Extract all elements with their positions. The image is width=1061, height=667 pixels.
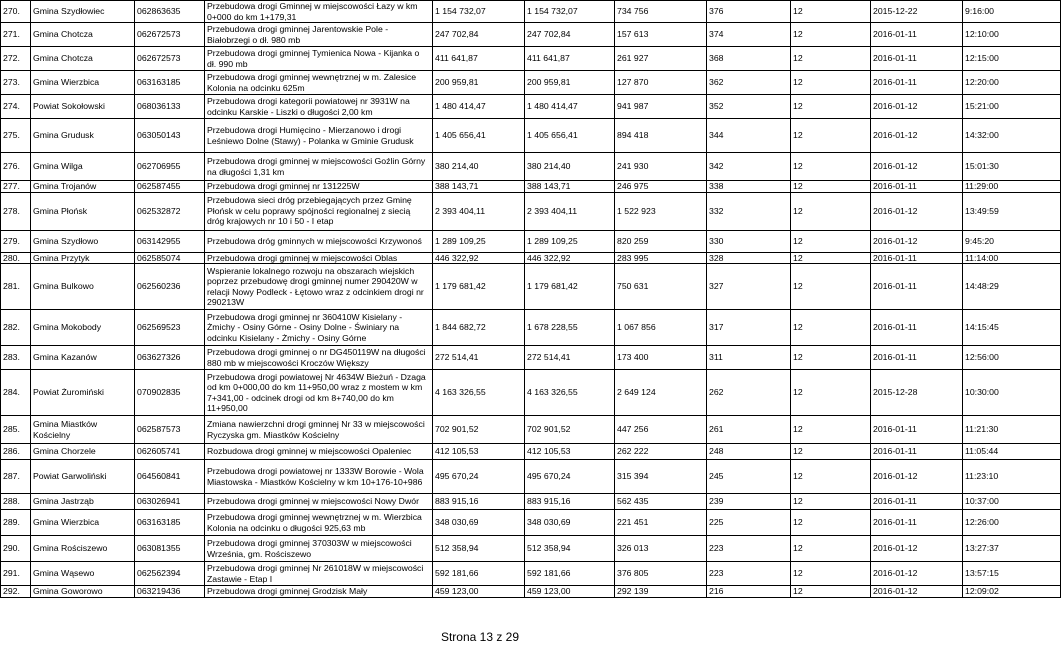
cell-nazwa: Przebudowa drogi powiatowej Nr 4634W Bieżuń - Dzaga od km 0+000,00 do km 11+950,00 wraz z mostem w km 7+341,00 - odcinek drogi od km 8+740,00 do km 11+950,00 [205, 370, 433, 416]
cell-proc: 12 [791, 192, 871, 230]
cell-no: 283. [1, 346, 31, 370]
cell-kod: 062672573 [135, 47, 205, 71]
cell-no: 288. [1, 494, 31, 510]
table-row [1, 153, 1061, 181]
cell-kwal: 247 702,84 [525, 23, 615, 47]
cell-gmina: Gmina Kazanów [31, 346, 135, 370]
cell-kwal: 1 154 732,07 [525, 1, 615, 23]
cell-koszt: 1 289 109,25 [433, 230, 525, 252]
cell-kwal: 1 289 109,25 [525, 230, 615, 252]
cell-pkt: 362 [707, 71, 791, 95]
cell-dof: 173 400 [615, 346, 707, 370]
cell-pkt: 248 [707, 444, 791, 460]
cell-dof: 734 756 [615, 1, 707, 23]
cell-dof: 750 631 [615, 264, 707, 310]
cell-dof: 246 975 [615, 181, 707, 193]
cell-proc: 12 [791, 310, 871, 346]
cell-kod: 062587455 [135, 181, 205, 193]
cell-koszt: 1 480 414,47 [433, 95, 525, 119]
cell-nazwa: Przebudowa sieci dróg przebiegających przez Gminę Płońsk w celu poprawy spójności regionalnej z siecią dróg krajowych nr 10 i 50 - I etap [205, 192, 433, 230]
cell-kod: 062863635 [135, 1, 205, 23]
cell-data: 2016-01-11 [871, 71, 963, 95]
cell-nazwa: Przebudowa drogi Gminnej w miejscowości Łazy w km 0+000 do km 1+179,31 [205, 1, 433, 23]
cell-proc: 12 [791, 153, 871, 181]
table-row [1, 510, 1061, 536]
cell-koszt: 702 901,52 [433, 416, 525, 444]
cell-pkt: 328 [707, 252, 791, 264]
cell-kod: 062569523 [135, 310, 205, 346]
cell-data: 2015-12-28 [871, 370, 963, 416]
cell-nazwa: Rozbudowa drogi gminnej w miejscowości Opaleniec [205, 444, 433, 460]
cell-no: 278. [1, 192, 31, 230]
cell-no: 270. [1, 1, 31, 23]
cell-czas: 13:49:59 [963, 192, 1061, 230]
cell-gmina: Powiat Garwoliński [31, 460, 135, 494]
cell-data: 2016-01-11 [871, 494, 963, 510]
cell-proc: 12 [791, 444, 871, 460]
cell-gmina: Powiat Sokołowski [31, 95, 135, 119]
cell-no: 282. [1, 310, 31, 346]
cell-data: 2016-01-12 [871, 562, 963, 586]
cell-kwal: 412 105,53 [525, 444, 615, 460]
cell-no: 280. [1, 252, 31, 264]
cell-dof: 447 256 [615, 416, 707, 444]
cell-czas: 11:14:00 [963, 252, 1061, 264]
cell-kwal: 1 678 228,55 [525, 310, 615, 346]
cell-dof: 262 222 [615, 444, 707, 460]
cell-no: 274. [1, 95, 31, 119]
table-row [1, 536, 1061, 562]
cell-dof: 562 435 [615, 494, 707, 510]
cell-no: 290. [1, 536, 31, 562]
cell-pkt: 262 [707, 370, 791, 416]
cell-dof: 283 995 [615, 252, 707, 264]
cell-proc: 12 [791, 460, 871, 494]
cell-kod: 063219436 [135, 586, 205, 598]
cell-gmina: Gmina Chorzele [31, 444, 135, 460]
cell-gmina: Gmina Goworowo [31, 586, 135, 598]
cell-pkt: 332 [707, 192, 791, 230]
cell-nazwa: Przebudowa drogi gminnej Grodzisk Mały [205, 586, 433, 598]
cell-czas: 15:21:00 [963, 95, 1061, 119]
cell-dof: 221 451 [615, 510, 707, 536]
cell-nazwa: Przebudowa drogi gminnej nr 360410W Kisielany - Żmichy - Osiny Górne - Osiny Dolne - Świniary na odcinku Kisielany - Żmichy - Osiny Górne [205, 310, 433, 346]
cell-no: 281. [1, 264, 31, 310]
cell-dof: 292 139 [615, 586, 707, 598]
cell-data: 2016-01-12 [871, 192, 963, 230]
cell-gmina: Gmina Trojanów [31, 181, 135, 193]
cell-koszt: 446 322,92 [433, 252, 525, 264]
cell-data: 2016-01-12 [871, 153, 963, 181]
cell-pkt: 342 [707, 153, 791, 181]
cell-dof: 326 013 [615, 536, 707, 562]
cell-kwal: 459 123,00 [525, 586, 615, 598]
cell-proc: 12 [791, 494, 871, 510]
cell-pkt: 368 [707, 47, 791, 71]
table-row [1, 444, 1061, 460]
cell-gmina: Gmina Jastrząb [31, 494, 135, 510]
cell-koszt: 512 358,94 [433, 536, 525, 562]
cell-czas: 10:30:00 [963, 370, 1061, 416]
cell-kod: 063050143 [135, 119, 205, 153]
cell-koszt: 1 844 682,72 [433, 310, 525, 346]
table-row [1, 23, 1061, 47]
cell-nazwa: Przebudowa drogi gminnej o nr DG450119W na długości 880 mb w miejscowości Kroczów Większy [205, 346, 433, 370]
cell-czas: 12:15:00 [963, 47, 1061, 71]
cell-data: 2015-12-22 [871, 1, 963, 23]
cell-data: 2016-01-11 [871, 47, 963, 71]
cell-gmina: Gmina Szydłowiec [31, 1, 135, 23]
cell-data: 2016-01-12 [871, 536, 963, 562]
cell-gmina: Gmina Miastków Kościelny [31, 416, 135, 444]
cell-pkt: 374 [707, 23, 791, 47]
cell-czas: 12:10:00 [963, 23, 1061, 47]
cell-pkt: 261 [707, 416, 791, 444]
cell-gmina: Gmina Płońsk [31, 192, 135, 230]
cell-proc: 12 [791, 71, 871, 95]
cell-koszt: 412 105,53 [433, 444, 525, 460]
cell-pkt: 376 [707, 1, 791, 23]
table-row [1, 494, 1061, 510]
cell-nazwa: Przebudowa drogi gminnej Tymienica Nowa - Kijanka o dł. 990 mb [205, 47, 433, 71]
table-row [1, 310, 1061, 346]
cell-no: 284. [1, 370, 31, 416]
cell-czas: 13:27:37 [963, 536, 1061, 562]
cell-no: 285. [1, 416, 31, 444]
cell-data: 2016-01-11 [871, 264, 963, 310]
cell-koszt: 348 030,69 [433, 510, 525, 536]
cell-pkt: 225 [707, 510, 791, 536]
cell-nazwa: Wspieranie lokalnego rozwoju na obszarach wiejskich poprzez przebudowę drogi gminnej numer 290420W w relacji Nowy Podleck - Łętowo wraz z odcinkiem drogi nr 290213W [205, 264, 433, 310]
page-footer: Strona 13 z 29 [440, 630, 520, 644]
cell-nazwa: Przebudowa dróg gminnych w miejscowości Krzywonoś [205, 230, 433, 252]
cell-dof: 941 987 [615, 95, 707, 119]
cell-nazwa: Przebudowa drogi gminnej wewnętrznej w m. Wierzbica Kolonia na odcinku o długości 925,63 mb [205, 510, 433, 536]
cell-pkt: 311 [707, 346, 791, 370]
cell-kwal: 200 959,81 [525, 71, 615, 95]
cell-koszt: 883 915,16 [433, 494, 525, 510]
cell-kod: 062562394 [135, 562, 205, 586]
cell-kwal: 1 179 681,42 [525, 264, 615, 310]
cell-data: 2016-01-12 [871, 119, 963, 153]
cell-czas: 12:56:00 [963, 346, 1061, 370]
cell-proc: 12 [791, 510, 871, 536]
cell-proc: 12 [791, 264, 871, 310]
table-row [1, 95, 1061, 119]
cell-kod: 068036133 [135, 95, 205, 119]
cell-nazwa: Przebudowa drogi gminnej wewnętrznej w m. Zalesice Kolonia na odcinku 625m [205, 71, 433, 95]
cell-czas: 12:26:00 [963, 510, 1061, 536]
cell-no: 279. [1, 230, 31, 252]
cell-kod: 062587573 [135, 416, 205, 444]
cell-dof: 1 067 856 [615, 310, 707, 346]
cell-dof: 261 927 [615, 47, 707, 71]
cell-pkt: 338 [707, 181, 791, 193]
cell-proc: 12 [791, 416, 871, 444]
cell-gmina: Gmina Mokobody [31, 310, 135, 346]
cell-kod: 062672573 [135, 23, 205, 47]
cell-gmina: Gmina Rościszewo [31, 536, 135, 562]
cell-data: 2016-01-11 [871, 23, 963, 47]
cell-data: 2016-01-11 [871, 181, 963, 193]
cell-nazwa: Przebudowa drogi gminnej w miejscowości Nowy Dwór [205, 494, 433, 510]
cell-no: 292. [1, 586, 31, 598]
cell-koszt: 1 405 656,41 [433, 119, 525, 153]
cell-czas: 13:57:15 [963, 562, 1061, 586]
cell-no: 271. [1, 23, 31, 47]
cell-pkt: 223 [707, 536, 791, 562]
cell-koszt: 200 959,81 [433, 71, 525, 95]
cell-nazwa: Przebudowa drogi gminnej nr 131225W [205, 181, 433, 193]
cell-kod: 064560841 [135, 460, 205, 494]
cell-nazwa: Przebudowa drogi gminnej Nr 261018W w miejscowości Zastawie - Etap I [205, 562, 433, 586]
cell-kwal: 495 670,24 [525, 460, 615, 494]
cell-data: 2016-01-12 [871, 586, 963, 598]
cell-proc: 12 [791, 252, 871, 264]
cell-kod: 070902835 [135, 370, 205, 416]
table-body [1, 1, 1061, 598]
table-row [1, 346, 1061, 370]
cell-kod: 062585074 [135, 252, 205, 264]
cell-dof: 241 930 [615, 153, 707, 181]
cell-kwal: 272 514,41 [525, 346, 615, 370]
cell-kod: 063627326 [135, 346, 205, 370]
cell-dof: 2 649 124 [615, 370, 707, 416]
cell-czas: 11:05:44 [963, 444, 1061, 460]
cell-kwal: 2 393 404,11 [525, 192, 615, 230]
cell-kod: 062706955 [135, 153, 205, 181]
table-row [1, 71, 1061, 95]
cell-kwal: 380 214,40 [525, 153, 615, 181]
cell-koszt: 495 670,24 [433, 460, 525, 494]
cell-kwal: 1 480 414,47 [525, 95, 615, 119]
cell-nazwa: Zmiana nawierzchni drogi gminnej Nr 33 w miejscowości Ryczyska gm. Miastków Kościelny [205, 416, 433, 444]
table-row [1, 1, 1061, 23]
cell-nazwa: Przebudowa drogi gminnej 370303W w miejscowości Września, gm. Rościszewo [205, 536, 433, 562]
cell-data: 2016-01-11 [871, 416, 963, 444]
cell-dof: 1 522 923 [615, 192, 707, 230]
cell-gmina: Gmina Szydłowo [31, 230, 135, 252]
cell-pkt: 344 [707, 119, 791, 153]
cell-dof: 127 870 [615, 71, 707, 95]
cell-koszt: 380 214,40 [433, 153, 525, 181]
cell-czas: 12:20:00 [963, 71, 1061, 95]
cell-kwal: 446 322,92 [525, 252, 615, 264]
cell-gmina: Powiat Żuromiński [31, 370, 135, 416]
table-row [1, 264, 1061, 310]
table-row [1, 252, 1061, 264]
cell-czas: 9:16:00 [963, 1, 1061, 23]
cell-czas: 14:32:00 [963, 119, 1061, 153]
cell-gmina: Gmina Chotcza [31, 47, 135, 71]
cell-dof: 376 805 [615, 562, 707, 586]
cell-gmina: Gmina Chotcza [31, 23, 135, 47]
cell-proc: 12 [791, 370, 871, 416]
cell-nazwa: Przebudowa drogi Humięcino - Mierzanowo i drogi Leśniewo Dolne (Stawy) - Polanka w Gminie Grudusk [205, 119, 433, 153]
cell-pkt: 239 [707, 494, 791, 510]
table-row [1, 562, 1061, 586]
cell-data: 2016-01-11 [871, 444, 963, 460]
table-row [1, 47, 1061, 71]
cell-koszt: 388 143,71 [433, 181, 525, 193]
cell-nazwa: Przebudowa drogi gminnej Jarentowskie Pole - Białobrzegi o dł. 980 mb [205, 23, 433, 47]
cell-koszt: 2 393 404,11 [433, 192, 525, 230]
cell-czas: 11:23:10 [963, 460, 1061, 494]
cell-no: 276. [1, 153, 31, 181]
cell-data: 2016-01-11 [871, 510, 963, 536]
cell-koszt: 4 163 326,55 [433, 370, 525, 416]
cell-data: 2016-01-12 [871, 460, 963, 494]
cell-nazwa: Przebudowa drogi kategorii powiatowej nr 3931W na odcinku Karskie - Liszki o długości 2,00 km [205, 95, 433, 119]
cell-czas: 14:48:29 [963, 264, 1061, 310]
cell-proc: 12 [791, 181, 871, 193]
table-row [1, 586, 1061, 598]
cell-czas: 9:45:20 [963, 230, 1061, 252]
cell-kwal: 1 405 656,41 [525, 119, 615, 153]
cell-koszt: 459 123,00 [433, 586, 525, 598]
cell-pkt: 352 [707, 95, 791, 119]
cell-dof: 157 613 [615, 23, 707, 47]
cell-nazwa: Przebudowa drogi gminnej w miejscowości Goźlin Górny na długości 1,31 km [205, 153, 433, 181]
cell-kod: 063163185 [135, 71, 205, 95]
table-row [1, 192, 1061, 230]
cell-proc: 12 [791, 1, 871, 23]
cell-no: 289. [1, 510, 31, 536]
cell-kod: 063163185 [135, 510, 205, 536]
cell-pkt: 317 [707, 310, 791, 346]
table-row [1, 416, 1061, 444]
cell-gmina: Gmina Wąsewo [31, 562, 135, 586]
table-row [1, 119, 1061, 153]
cell-dof: 315 394 [615, 460, 707, 494]
table-row [1, 181, 1061, 193]
cell-gmina: Gmina Bulkowo [31, 264, 135, 310]
cell-kod: 063081355 [135, 536, 205, 562]
cell-kwal: 702 901,52 [525, 416, 615, 444]
cell-proc: 12 [791, 23, 871, 47]
cell-kod: 063142955 [135, 230, 205, 252]
cell-pkt: 327 [707, 264, 791, 310]
cell-kwal: 512 358,94 [525, 536, 615, 562]
cell-gmina: Gmina Wierzbica [31, 510, 135, 536]
cell-kod: 062605741 [135, 444, 205, 460]
cell-no: 277. [1, 181, 31, 193]
cell-data: 2016-01-11 [871, 252, 963, 264]
cell-no: 291. [1, 562, 31, 586]
cell-koszt: 272 514,41 [433, 346, 525, 370]
cell-kod: 063026941 [135, 494, 205, 510]
cell-kwal: 883 915,16 [525, 494, 615, 510]
table-row [1, 460, 1061, 494]
cell-czas: 14:15:45 [963, 310, 1061, 346]
cell-czas: 11:29:00 [963, 181, 1061, 193]
table-row [1, 230, 1061, 252]
cell-gmina: Gmina Grudusk [31, 119, 135, 153]
table-row [1, 370, 1061, 416]
cell-proc: 12 [791, 230, 871, 252]
cell-data: 2016-01-12 [871, 95, 963, 119]
cell-czas: 15:01:30 [963, 153, 1061, 181]
cell-no: 287. [1, 460, 31, 494]
cell-data: 2016-01-11 [871, 310, 963, 346]
cell-pkt: 223 [707, 562, 791, 586]
cell-dof: 894 418 [615, 119, 707, 153]
cell-data: 2016-01-11 [871, 346, 963, 370]
cell-proc: 12 [791, 562, 871, 586]
cell-proc: 12 [791, 119, 871, 153]
cell-no: 286. [1, 444, 31, 460]
cell-pkt: 330 [707, 230, 791, 252]
cell-kwal: 4 163 326,55 [525, 370, 615, 416]
cell-nazwa: Przebudowa drogi powiatowej nr 1333W Borowie - Wola Miastowska - Miastków Kościelny w km 10+176-10+986 [205, 460, 433, 494]
cell-czas: 12:09:02 [963, 586, 1061, 598]
cell-gmina: Gmina Przytyk [31, 252, 135, 264]
cell-kwal: 411 641,87 [525, 47, 615, 71]
cell-proc: 12 [791, 586, 871, 598]
cell-kod: 062532872 [135, 192, 205, 230]
cell-proc: 12 [791, 536, 871, 562]
cell-koszt: 1 179 681,42 [433, 264, 525, 310]
cell-proc: 12 [791, 346, 871, 370]
cell-kwal: 592 181,66 [525, 562, 615, 586]
cell-gmina: Gmina Wilga [31, 153, 135, 181]
cell-proc: 12 [791, 47, 871, 71]
cell-pkt: 245 [707, 460, 791, 494]
cell-kod: 062560236 [135, 264, 205, 310]
cell-czas: 10:37:00 [963, 494, 1061, 510]
cell-koszt: 592 181,66 [433, 562, 525, 586]
cell-no: 275. [1, 119, 31, 153]
cell-no: 273. [1, 71, 31, 95]
cell-kwal: 348 030,69 [525, 510, 615, 536]
cell-data: 2016-01-12 [871, 230, 963, 252]
cell-koszt: 247 702,84 [433, 23, 525, 47]
cell-koszt: 411 641,87 [433, 47, 525, 71]
cell-koszt: 1 154 732,07 [433, 1, 525, 23]
cell-no: 272. [1, 47, 31, 71]
cell-kwal: 388 143,71 [525, 181, 615, 193]
cell-proc: 12 [791, 95, 871, 119]
cell-pkt: 216 [707, 586, 791, 598]
cell-gmina: Gmina Wierzbica [31, 71, 135, 95]
cell-nazwa: Przebudowa drogi gminnej w miejscowości Oblas [205, 252, 433, 264]
cell-dof: 820 259 [615, 230, 707, 252]
cell-czas: 11:21:30 [963, 416, 1061, 444]
